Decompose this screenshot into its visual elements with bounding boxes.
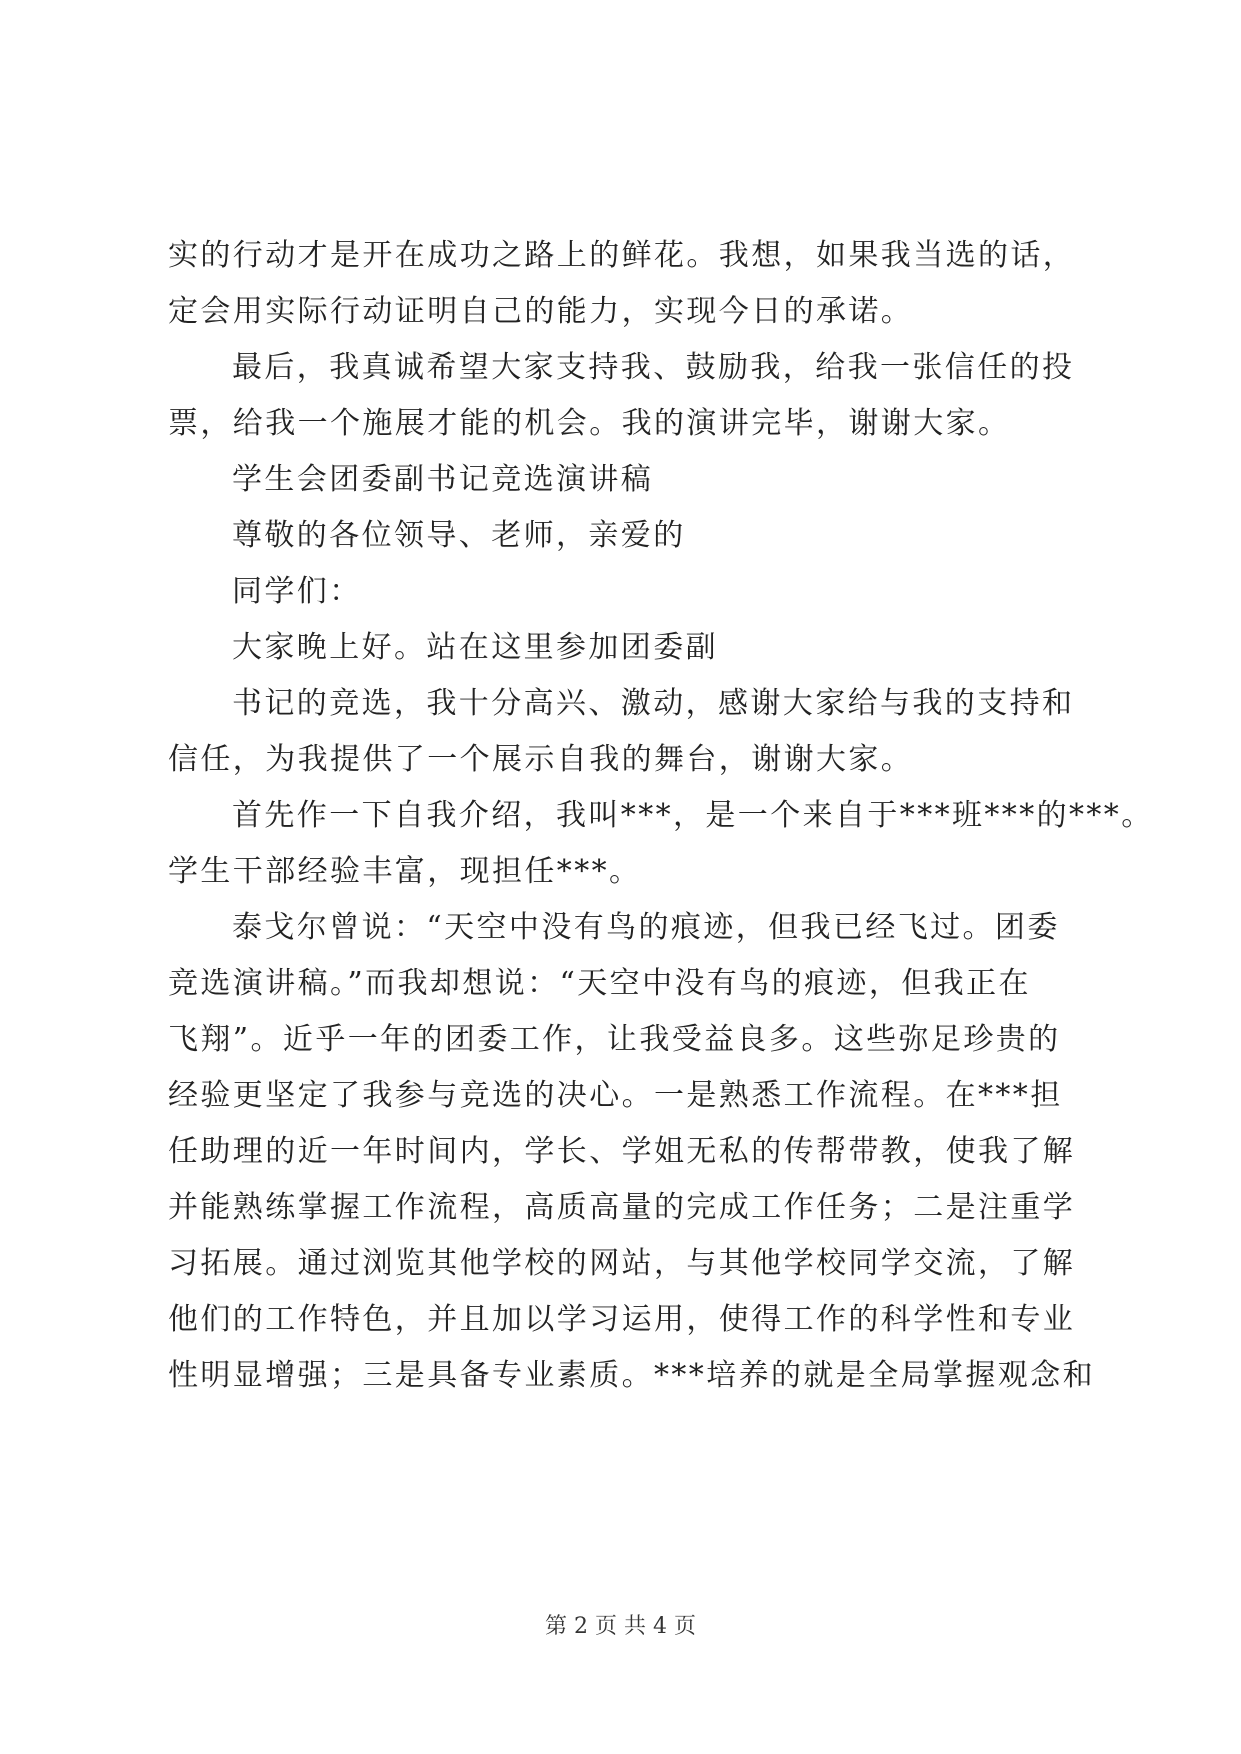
paragraph-start-line: 最后，我真诚希望大家支持我、鼓励我，给我一张信任的投: [232, 350, 1075, 385]
salutation-line: 尊敬的各位领导、老师，亲爱的: [232, 518, 686, 553]
paragraph-start-line: 首先作一下自我介绍，我叫***，是一个来自于***班***的***。: [232, 798, 1154, 833]
text-line: 习拓展。通过浏览其他学校的网站，与其他学校同学交流，了解: [168, 1246, 1076, 1281]
text-line: 并能熟练掌握工作流程，高质高量的完成工作任务；二是注重学: [168, 1190, 1076, 1225]
text-line: 实的行动才是开在成功之路上的鲜花。我想，如果我当选的话，: [168, 238, 1076, 273]
paragraph-start-line: 泰戈尔曾说：“天空中没有鸟的痕迹，但我已经飞过。团委: [232, 910, 1060, 945]
paragraph-start-line: 大家晚上好。站在这里参加团委副: [232, 630, 718, 665]
text-line: 任助理的近一年时间内，学长、学姐无私的传帮带教，使我了解: [168, 1134, 1076, 1169]
body-text: [168, 228, 1154, 1404]
text-line: 信任，为我提供了一个展示自我的舞台，谢谢大家。: [168, 742, 914, 777]
speech-title: 学生会团委副书记竞选演讲稿: [232, 462, 654, 497]
text-line: 性明显增强；三是具备专业素质。***培养的就是全局掌握观念和: [168, 1358, 1095, 1393]
text-line: 经验更坚定了我参与竞选的决心。一是熟悉工作流程。在***担: [168, 1078, 1063, 1113]
text-line: 定会用实际行动证明自己的能力，实现今日的承诺。: [168, 294, 914, 329]
text-line: 票，给我一个施展才能的机会。我的演讲完毕，谢谢大家。: [168, 406, 1011, 441]
text-line: 学生干部经验丰富，现担任***。: [168, 854, 642, 889]
paragraph-start-line: 书记的竞选，我十分高兴、激动，感谢大家给与我的支持和: [232, 686, 1075, 721]
text-line: 竞选演讲稿。”而我却想说：“天空中没有鸟的痕迹，但我正在: [168, 966, 1031, 1001]
salutation-line: 同学们：: [232, 574, 362, 609]
text-line: 他们的工作特色，并且加以学习运用，使得工作的科学性和专业: [168, 1302, 1076, 1337]
page-number-footer: 第 2 页 共 4 页: [545, 1614, 696, 1639]
text-line: 飞翔”。近乎一年的团委工作，让我受益良多。这些弥足珍贵的: [168, 1022, 1061, 1057]
